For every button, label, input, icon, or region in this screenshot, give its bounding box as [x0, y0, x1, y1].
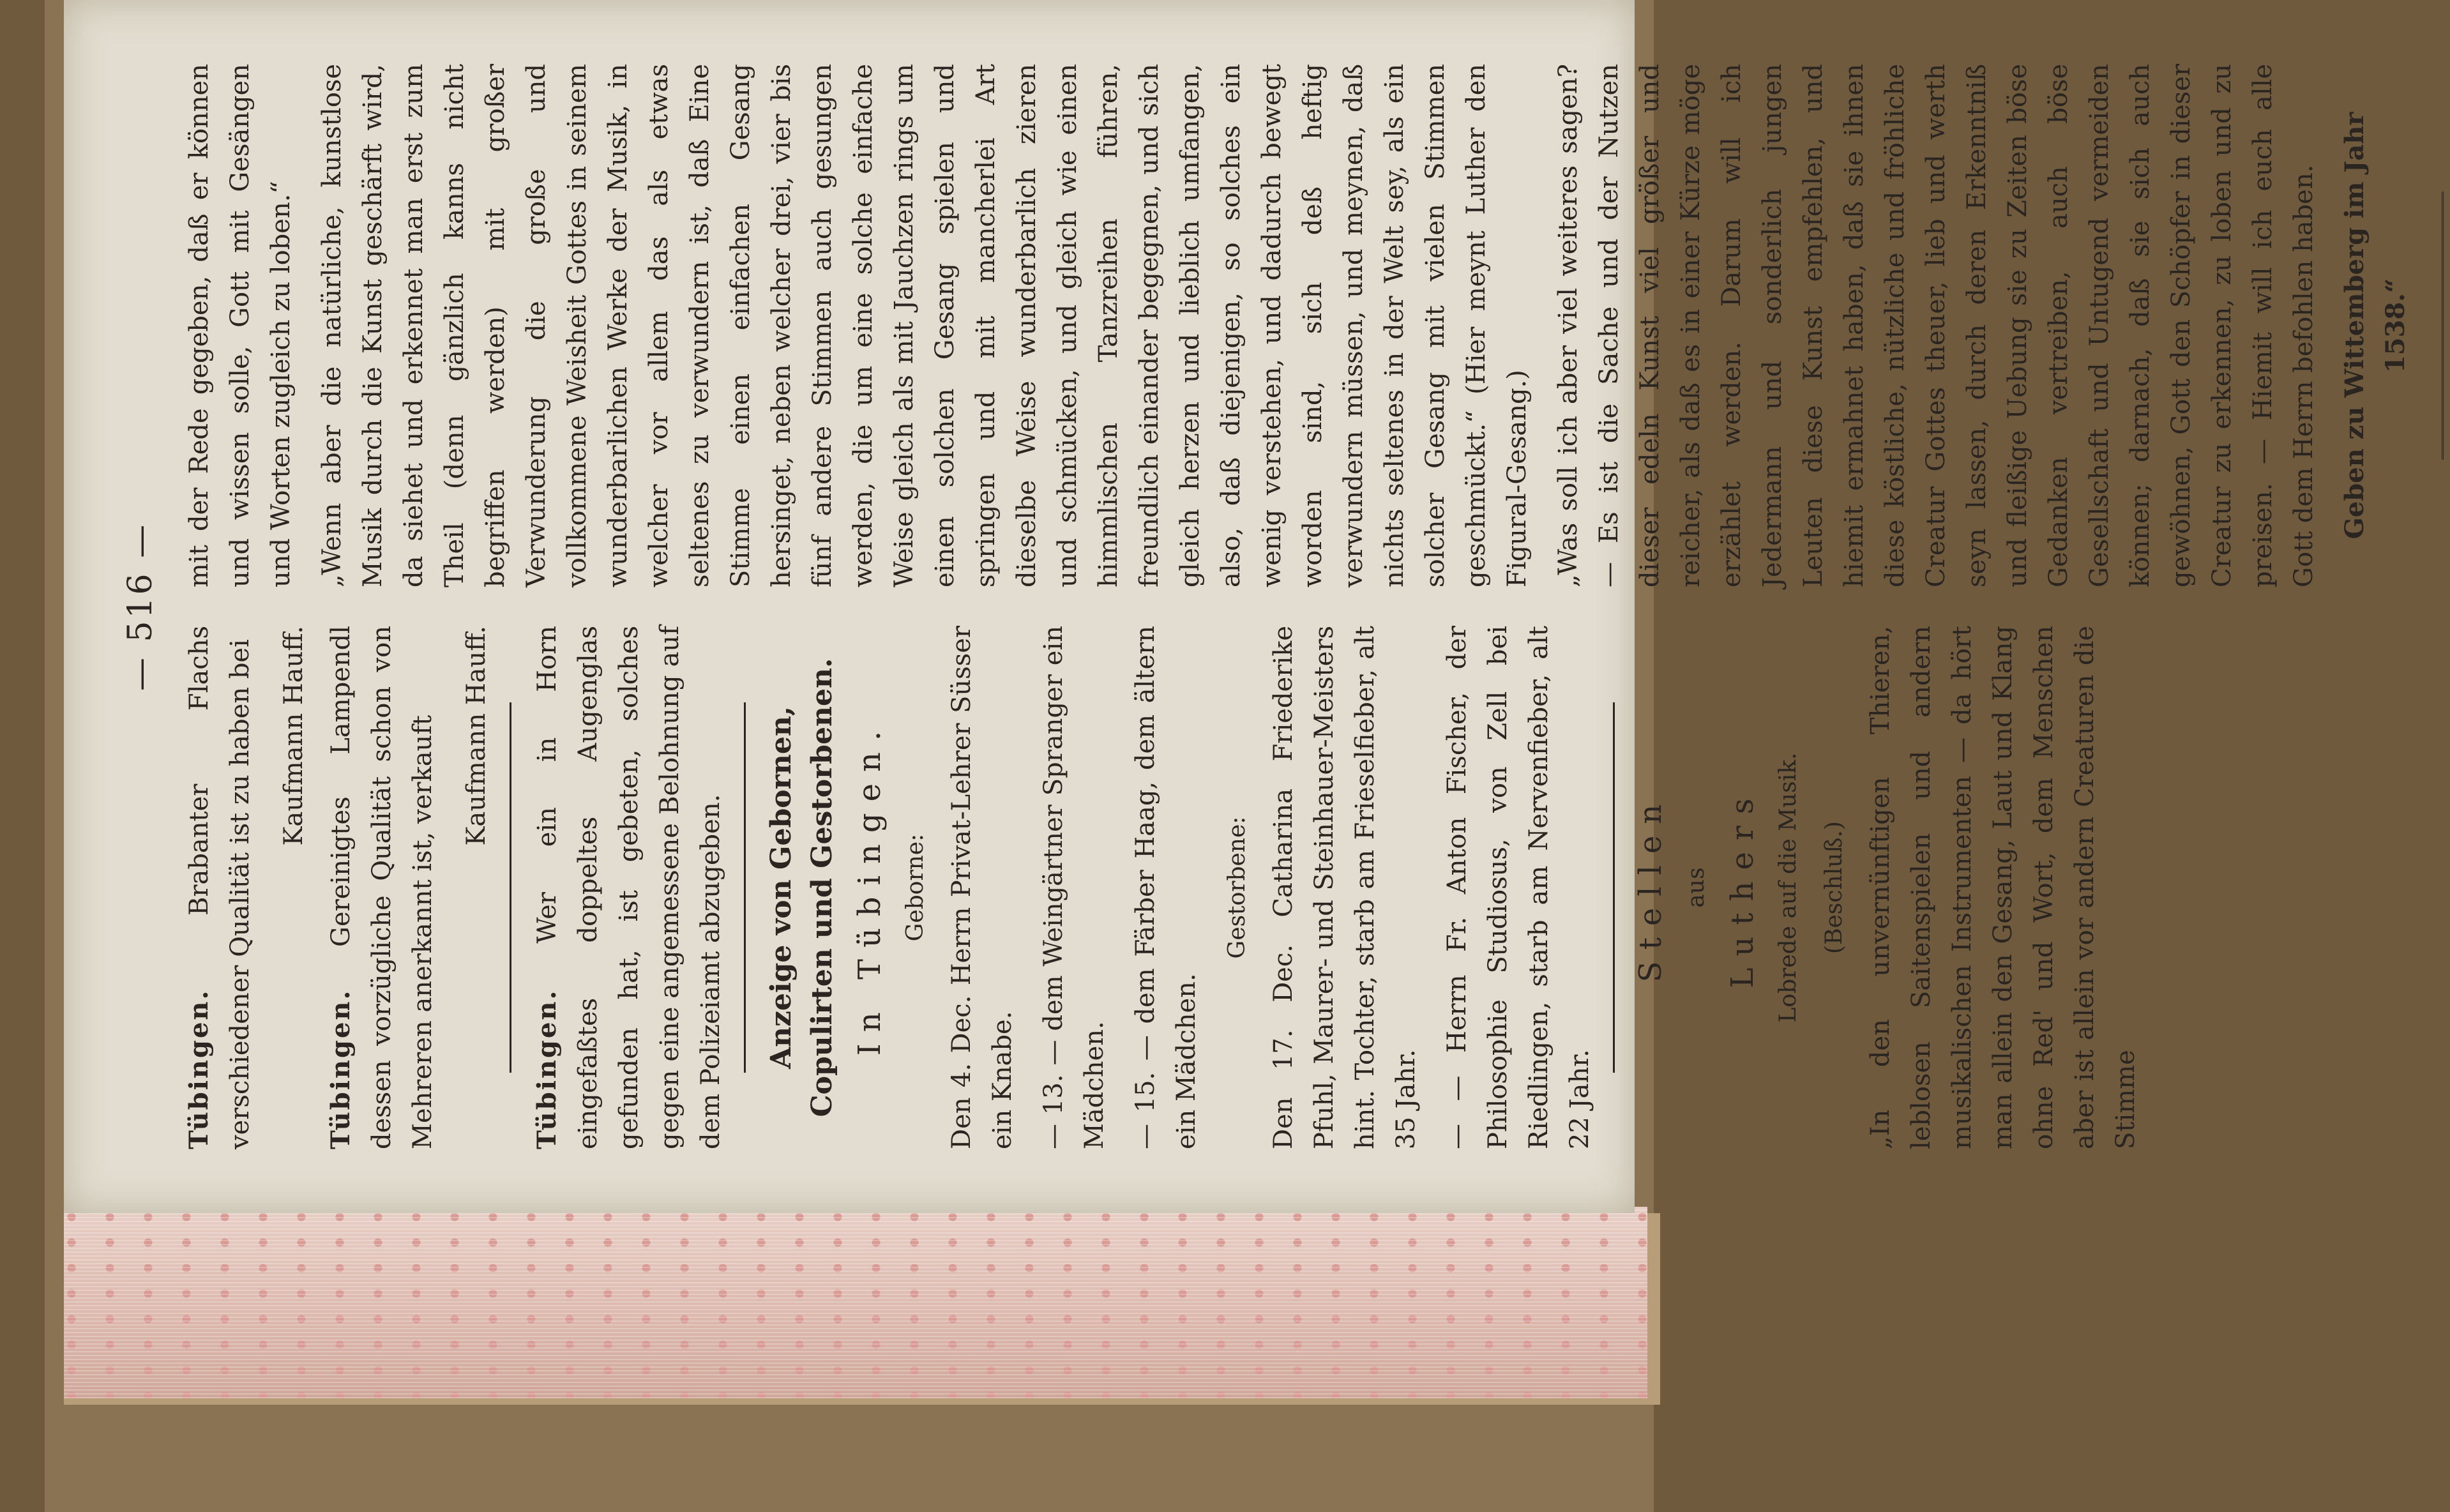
article-paragraph: mit der Rede gegeben, daß er können und wissen solle, Gott mit Gesängen und Worten zugleich zu loben.“ [185, 64, 296, 587]
ad-place: Tübingen. [326, 988, 356, 1149]
divider [744, 702, 746, 1073]
birth-entry: — 15. — dem Färber Haag, dem ältern ein Mädchen. [1131, 626, 1201, 1149]
announcement-title: Anzeige von Gebornen, Copulirten und Gestorbenen. [765, 658, 838, 1117]
ad-lamp-oil [321, 626, 443, 1149]
ad-signature: Kaufmann Hauff. [462, 626, 491, 846]
article-subtitle: Lobrede auf die Musik. [1775, 752, 1801, 1023]
death-entry: — — Herrn Fr. Anton Fischer, der Philosophie Studiosus, von Zell bei Riedlingen, starb am Nervenfieber, alt 22 Jahr. [1442, 626, 1594, 1149]
ad-flax [179, 626, 261, 1149]
page-number: — 516 — [121, 522, 160, 692]
town-heading: In Tübingen. [852, 719, 888, 1056]
ad-place: Tübingen. [184, 988, 214, 1149]
ad-lost-glasses [527, 626, 731, 1149]
divider [510, 702, 511, 1073]
article-heading: Stellen [1633, 792, 1668, 983]
birth-entry: Den 4. Dec. Herrn Privat-Lehrer Süsser ein Knabe. [947, 626, 1017, 1149]
born-label: Geborne: [902, 833, 928, 942]
died-label: Gestorbene: [1224, 816, 1250, 959]
article-paragraph: „Wenn aber die natürliche, kunstlose Musik durch die Kunst geschärft wird, da siehet und erkennet man erst zum Theil (denn gänzlich kanns nicht begriffen werden) mit großer Verwunderung die große und vollkommene Weisheit Gottes in seinem wunderbarlichen Werke der Musik, in welcher vor allem das als etwas seltenes zu verwundern ist, daß Eine Stimme einen einfachen Gesang hersinget, neben welcher drei, vier bis fünf andere Stimmen auch gesungen werden, die um eine solche einfache Weise gleich als mit Jauchzen rings um einen solchen Gesang spielen und springen und mit mancherlei Art dieselbe Weise wunderbarlich zieren und schmücken, und gleich wie einen himmlischen Tanzreihen führen, freundlich einander begegnen, und sich gleich herzen und lieblich umfangen, also, daß diejenigen, so solches ein wenig verstehen, und dadurch bewegt worden sind, sich deß heftig verwundern müssen, und meynen, daß nichts seltenes in der Welt sey, als ein solcher Gesang mit vielen Stimmen geschmückt.“ (Hier meynt Luther den Figural-Gesang.) [317, 64, 1532, 587]
birth-entry: — 13. — dem Weingärtner Spranger ein Mädchen. [1039, 626, 1109, 1149]
ad-signature: Kaufmann Hauff. [279, 626, 308, 846]
article-closing: Geben zu Wittemberg im Jahr 1538.“ [2340, 112, 2410, 540]
page-stack [64, 1207, 1647, 1398]
article-aus: aus [1683, 867, 1709, 908]
ad-place: Tübingen. [532, 988, 562, 1149]
ad-text: Gereinigtes Lampendl dessen vorzügliche Qualität schon von Mehreren anerkannt ist, verkauft [326, 625, 437, 1149]
left-column [179, 626, 2156, 1149]
death-entry: Den 17. Dec. Catharina Friederike Pfuhl, Maurer- und Steinhauer-Meisters hint. Tochter, starb am Frieselfieber, alt 35 Jahr. [1269, 626, 1421, 1149]
article-author: Luthers [1725, 787, 1760, 988]
divider [1613, 702, 1615, 1073]
article-paragraph: „Was soll ich aber viel weiteres sagen? — Es ist die Sache und der Nutzen dieser edeln Kunst viel größer und reicher, als daß es in einer Kürze möge erzählet werden. Darum will ich Jedermann und sonderlich jungen Leuten diese Kunst empfehlen, und hiemit ermahnet haben, daß sie ihnen diese köstliche, nützliche und fröhliche Creatur Gottes theuer, lieb und werth seyn lassen, durch deren Erkenntniß und fleißige Uebung sie zu Zeiten böse Gedanken vertreiben, auch böse Gesellschaft und Untugend vermeiden können; darnach, daß sie sich auch gewöhnen, Gott den Schöpfer in dieser Creatur zu erkennen, zu loben und zu preisen. — Hiemit will ich euch alle Gott dem Herrn befohlen haben. [1554, 64, 2318, 587]
ad-text: Brabanter Flachs verschiedener Qualität ist zu haben bei [185, 626, 255, 1149]
article-note: (Beschluß.) [1821, 821, 1847, 954]
page-rotator [96, 38, 2410, 1175]
page-content [96, 38, 2410, 1175]
book-page [64, 0, 2410, 1213]
article-paragraph: „In den unvernünftigen Thieren, leblosen Saitenspielen und andern musikalischen Instrumenten — da hört man allein den Gesang, Laut und Klang ohne Red' und Wort, dem Menschen aber ist allein vor andern Creaturen die Stimme [1866, 626, 2140, 1149]
ad-text: Wer ein in Horn eingefaßtes doppeltes Augenglas gefunden hat, ist gebeten, solches gegen eine angemessene Belohnung auf dem Polizeiamt abzugeben. [533, 626, 725, 1149]
right-column [179, 64, 2450, 587]
end-rule [2442, 192, 2444, 460]
